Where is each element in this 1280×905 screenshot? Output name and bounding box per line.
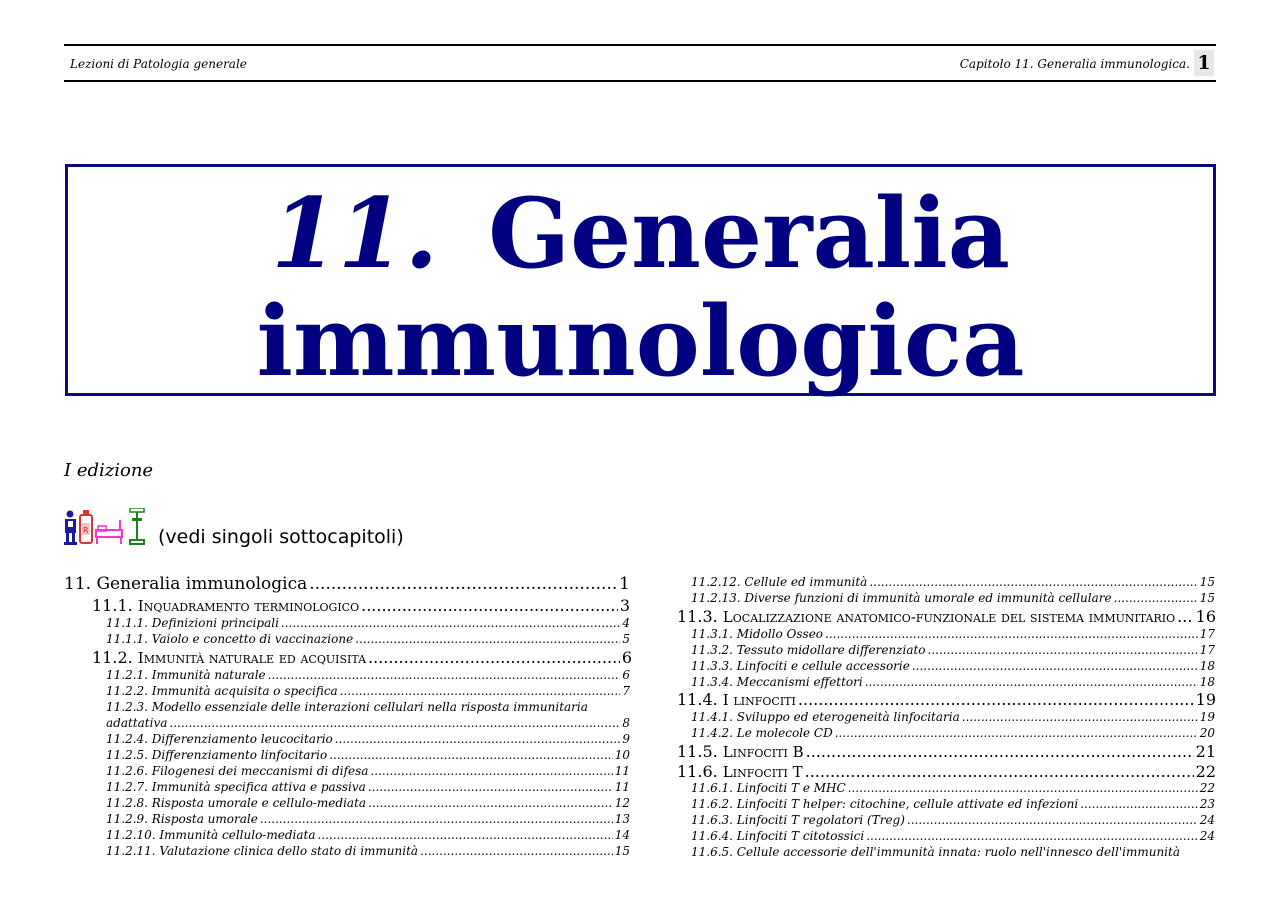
- toc-entry-title: 11.4.2. Le molecole CD: [691, 726, 833, 740]
- toc-entry-page: 1: [619, 574, 630, 594]
- toc-entry[interactable]: [92, 596, 630, 615]
- toc-entry[interactable]: [691, 627, 1215, 641]
- chapter-title-word1: Generalia: [488, 177, 1010, 290]
- svg-text:R: R: [83, 526, 89, 535]
- chapter-title-word2: immunologica: [256, 285, 1025, 398]
- toc-leader-dots: [1177, 607, 1193, 626]
- toc-entry-page: 15: [1199, 575, 1215, 589]
- toc-entry[interactable]: [106, 796, 630, 810]
- toc-entry-title: 11. Generalia immunologica: [64, 574, 308, 594]
- toc-leader-dots: [865, 675, 1198, 689]
- toc-entry[interactable]: [691, 797, 1215, 811]
- toc-entry-title: 11.6.5. Cellule accessorie dell'immunità innata: ruolo nell'innesco dell'immunità: [691, 845, 1180, 859]
- toc-leader-dots: [806, 742, 1194, 761]
- toc-entry-page: 22: [1195, 762, 1216, 781]
- chapter-title-box: [65, 164, 1216, 396]
- toc-entry-title: Linfociti T: [722, 763, 803, 781]
- toc-entry[interactable]: [677, 607, 1216, 626]
- toc-leader-dots: [907, 813, 1198, 827]
- toc-entry-page: 21: [1195, 742, 1216, 761]
- toc-entry-page: 8: [622, 716, 630, 730]
- toc-entry[interactable]: [106, 668, 630, 682]
- toc-entry-number: 11.5.: [677, 742, 723, 761]
- toc-entry-page: 17: [1199, 643, 1215, 657]
- toc-leader-dots: [370, 764, 612, 778]
- chapter-title-line1: [68, 179, 1213, 289]
- toc-entry-page: 11: [614, 780, 630, 794]
- chapter-number: 11.: [271, 177, 439, 290]
- toc-entry[interactable]: [691, 659, 1215, 673]
- doctor-icon: [64, 511, 77, 546]
- toc-leader-dots: [1080, 797, 1198, 811]
- toc-entry-page: 12: [614, 796, 630, 810]
- toc-entry-title: 11.2.8. Risposta umorale e cellulo-mediata: [106, 796, 367, 810]
- toc-entry-number: 11.4.: [677, 690, 723, 709]
- toc-entry-title: 11.4.1. Sviluppo ed eterogeneità linfocitaria: [691, 710, 960, 724]
- toc-entry-title: I linfociti: [722, 691, 796, 709]
- toc-leader-dots: [368, 648, 620, 667]
- toc-entry[interactable]: [106, 812, 630, 826]
- toc-entry-title: 11.2.11. Valutazione clinica dello stato di immunità: [106, 844, 419, 858]
- toc-entry-title: Immunità naturale ed acquisita: [137, 649, 367, 667]
- toc-entry-title: 11.2.4. Differenziamento leucocitario: [106, 732, 333, 746]
- toc-entry[interactable]: [106, 716, 630, 730]
- toc-entry-title: Inquadramento terminologico: [137, 597, 360, 615]
- toc-entry-page: 13: [614, 812, 630, 826]
- toc-entry-title: Localizzazione anatomico-funzionale del sistema immunitario: [722, 608, 1176, 626]
- toc-entry-title: 11.2.3. Modello essenziale delle interazioni cellulari nella risposta immunitaria: [106, 700, 588, 714]
- toc-leader-dots: [825, 627, 1198, 641]
- header-chapter-title: Capitolo 11. Generalia immunologica.: [959, 57, 1190, 71]
- toc-entry-page: 20: [1199, 726, 1215, 740]
- toc-entry[interactable]: [677, 690, 1216, 709]
- toc-entry[interactable]: [691, 845, 1215, 859]
- toc-leader-dots: [268, 668, 621, 682]
- toc-entry[interactable]: [691, 675, 1215, 689]
- toc-entry-page: 3: [619, 596, 630, 615]
- toc-entry-title: 11.2.2. Immunità acquisita o specifica: [106, 684, 338, 698]
- toc-entry-page: 15: [614, 844, 630, 858]
- toc-entry-title: 11.2.9. Risposta umorale: [106, 812, 258, 826]
- toc-entry-title: 11.2.1. Immunità naturale: [106, 668, 266, 682]
- toc-entry-page: 11: [614, 764, 630, 778]
- toc-entry-page: 14: [614, 828, 630, 842]
- edition-label: I edizione: [64, 460, 154, 481]
- header-book-title: Lezioni di Patologia generale: [70, 57, 247, 71]
- toc-entry-page: 18: [1199, 675, 1215, 689]
- toc-entry-title: 11.2.5. Differenziamento linfocitario: [106, 748, 328, 762]
- page-header: [64, 44, 1216, 82]
- toc-leader-dots: [420, 844, 613, 858]
- toc-entry-page: 7: [622, 684, 630, 698]
- toc-entry[interactable]: [106, 632, 630, 646]
- authors-note: (vedi singoli sottocapitoli): [158, 526, 404, 548]
- toc-leader-dots: [335, 732, 621, 746]
- toc-entry-title: Linfociti B: [722, 743, 804, 761]
- hospital-bed-icon: [96, 520, 122, 544]
- toc-entry[interactable]: [691, 575, 1215, 589]
- toc-leader-dots: [318, 828, 613, 842]
- toc-entry[interactable]: [106, 684, 630, 698]
- toc-entry-title: 11.1.1. Definizioni principali: [106, 616, 279, 630]
- toc-entry[interactable]: [691, 710, 1215, 724]
- toc-leader-dots: [281, 616, 620, 630]
- toc-entry-number: 11.1.: [92, 596, 138, 615]
- toc-entry-title: 11.6.1. Linfociti T e MHC: [691, 781, 846, 795]
- toc-leader-dots: [848, 781, 1198, 795]
- toc-entry-title: 11.3.2. Tessuto midollare differenziato: [691, 643, 926, 657]
- toc-entry[interactable]: [106, 764, 630, 778]
- toc-entry-page: 23: [1199, 797, 1215, 811]
- toc-leader-dots: [169, 716, 620, 730]
- toc-entry[interactable]: [106, 700, 630, 714]
- toc-entry-title: 11.2.7. Immunità specifica attiva e passiva: [106, 780, 366, 794]
- toc-entry[interactable]: [106, 828, 630, 842]
- toc-entry-title: 11.6.4. Linfociti T citotossici: [691, 829, 865, 843]
- toc-entry[interactable]: [106, 780, 630, 794]
- medicine-bottle-icon: [80, 510, 92, 543]
- toc-entry-number: 11.6.: [677, 762, 723, 781]
- microscope-icon: [130, 508, 144, 544]
- toc-leader-dots: [361, 596, 618, 615]
- toc-entry-page: 17: [1199, 627, 1215, 641]
- toc-entry-number: 11.3.: [677, 607, 723, 626]
- toc-entry-title: 11.1.1. Vaiolo e concetto di vaccinazione: [106, 632, 354, 646]
- toc-leader-dots: [869, 575, 1197, 589]
- toc-entry-page: 19: [1195, 690, 1216, 709]
- toc-leader-dots: [355, 632, 620, 646]
- toc-entry-page: 10: [614, 748, 630, 762]
- toc-entry[interactable]: [106, 732, 630, 746]
- toc-entry[interactable]: [691, 829, 1215, 843]
- toc-leader-dots: [309, 574, 617, 594]
- toc-leader-dots: [260, 812, 613, 826]
- toc-entry-page: 9: [622, 732, 630, 746]
- toc-leader-dots: [368, 796, 613, 810]
- toc-entry-title: 11.6.3. Linfociti T regolatori (Treg): [691, 813, 905, 827]
- toc-entry-title: 11.3.4. Meccanismi effettori: [691, 675, 863, 689]
- toc-entry-number: 11.2.: [92, 648, 138, 667]
- toc-entry[interactable]: [64, 574, 630, 594]
- toc-entry-title: 11.3.3. Linfociti e cellule accessorie: [691, 659, 910, 673]
- toc-entry-page: 4: [622, 616, 630, 630]
- toc-entry[interactable]: [691, 781, 1215, 795]
- toc-entry-title: 11.2.10. Immunità cellulo-mediata: [106, 828, 316, 842]
- toc-entry-page: 24: [1199, 813, 1215, 827]
- toc-entry-title: 11.2.6. Filogenesi dei meccanismi di difesa: [106, 764, 369, 778]
- toc-entry-page: 5: [622, 632, 630, 646]
- toc-leader-dots: [866, 829, 1198, 843]
- author-icons: [64, 508, 150, 546]
- toc-entry-page: 16: [1195, 607, 1216, 626]
- toc-leader-dots: [962, 710, 1198, 724]
- page-number: 1: [1194, 50, 1214, 76]
- toc-entry-page: 15: [1199, 591, 1215, 605]
- toc-leader-dots: [368, 780, 613, 794]
- toc-entry-title: adattativa: [106, 716, 168, 730]
- toc-entry-page: 24: [1199, 829, 1215, 843]
- toc-leader-dots: [928, 643, 1198, 657]
- toc-entry[interactable]: [92, 648, 632, 667]
- toc-entry[interactable]: [691, 726, 1215, 740]
- toc-leader-dots: [329, 748, 613, 762]
- toc-entry-page: 18: [1199, 659, 1215, 673]
- toc-entry[interactable]: [106, 844, 630, 858]
- toc-entry-page: 19: [1199, 710, 1215, 724]
- toc-entry-title: 11.3.1. Midollo Osseo: [691, 627, 824, 641]
- toc-entry[interactable]: [677, 762, 1216, 781]
- toc-entry[interactable]: [106, 748, 630, 762]
- toc-leader-dots: [835, 726, 1198, 740]
- toc-entry-page: 22: [1199, 781, 1215, 795]
- toc-entry[interactable]: [691, 643, 1215, 657]
- toc-leader-dots: [1114, 591, 1198, 605]
- toc-entry[interactable]: [106, 616, 630, 630]
- toc-leader-dots: [798, 690, 1194, 709]
- toc-entry-title: 11.2.12. Cellule ed immunità: [691, 575, 868, 589]
- toc-entry-title: 11.6.2. Linfociti T helper: citochine, cellule attivate ed infezioni: [691, 797, 1079, 811]
- toc-entry-page: 6: [621, 648, 632, 667]
- toc-entry[interactable]: [677, 742, 1216, 761]
- toc-leader-dots: [805, 762, 1194, 781]
- toc-leader-dots: [340, 684, 621, 698]
- toc-entry[interactable]: [691, 813, 1215, 827]
- toc-entry-page: 6: [622, 668, 630, 682]
- toc-leader-dots: [912, 659, 1198, 673]
- toc-entry-title: 11.2.13. Diverse funzioni di immunità umorale ed immunità cellulare: [691, 591, 1112, 605]
- toc-entry[interactable]: [691, 591, 1215, 605]
